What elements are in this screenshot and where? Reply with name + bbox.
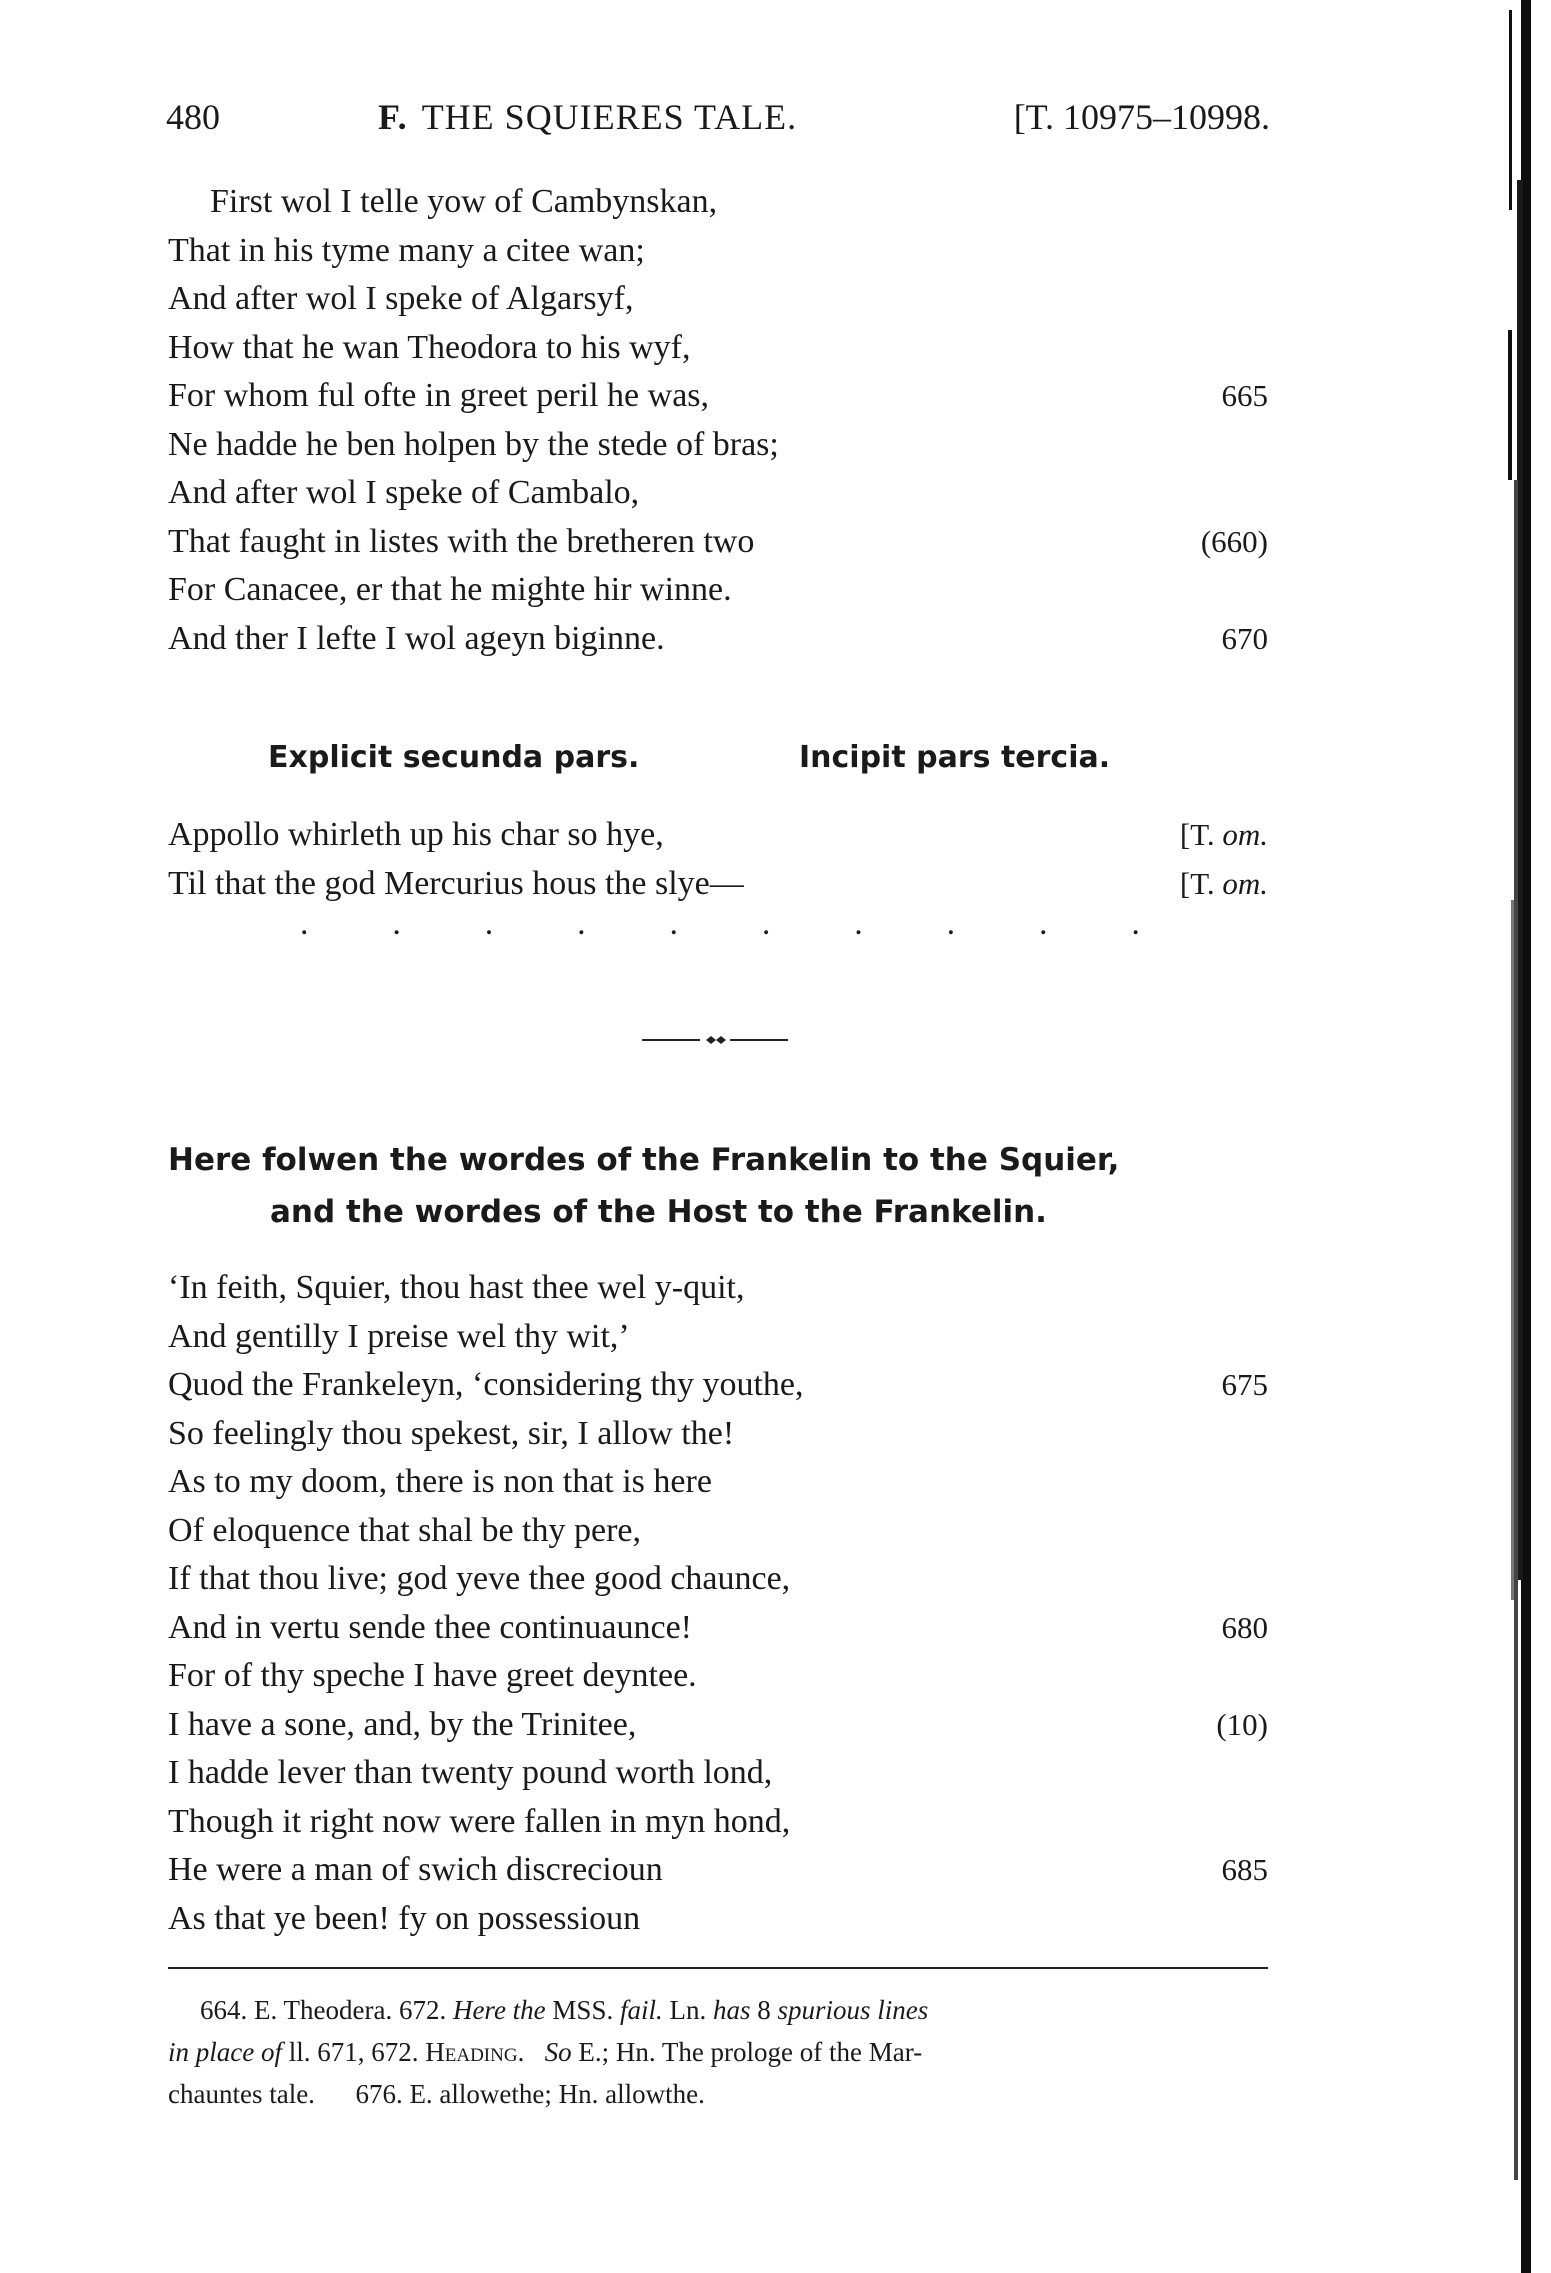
verse-line: As that ye been! fy on possessioun — [168, 1899, 641, 1937]
line-number: 670 — [1221, 620, 1268, 656]
running-header — [166, 96, 1270, 146]
verse-line: And ther I lefte I wol ageyn biginne. 670 — [168, 615, 1268, 664]
footnote-672: 672. Here the MSS. fail. — [398, 1995, 663, 2025]
line-number: (660) — [1200, 523, 1268, 559]
header-title — [378, 96, 797, 138]
verse-block-2 — [168, 811, 1268, 908]
footnote-664: 664. E. Theodera. — [200, 1995, 393, 2025]
verse-line: If that thou live; god yeve thee good chaunce, — [168, 1560, 791, 1597]
footnote-line-3: chauntes tale. 676. E. allowethe; Hn. allowthe. — [168, 2079, 705, 2109]
verse-line: That in his tyme many a citee wan; — [168, 231, 645, 269]
line-number: 675 — [1221, 1367, 1268, 1402]
verse-line: For of thy speche I have greet deyntee. — [168, 1657, 697, 1694]
footnote-676: 676. E. allowethe; Hn. allowthe. — [355, 2079, 705, 2109]
verse-block-1 — [168, 178, 1268, 663]
verse-line: For Canacee, er that he mighte hir winne. — [168, 571, 732, 608]
verse-block-3 — [168, 1264, 1268, 1943]
verse-line: Til that the god Mercurius hous the slye— [T. om. — [168, 860, 1268, 909]
verse-line: And after wol I speke of Cambalo, — [168, 474, 640, 511]
verse-line: Quod the Frankeleyn, ‘considering thy youthe, 675 — [168, 1361, 1268, 1410]
section-heading-line-2: and the wordes of the Host to the Frankelin. — [270, 1194, 1047, 1230]
footnote-heading: Heading. So E.; Hn. The prologe of the Mar- — [425, 2037, 923, 2067]
verse-line: Though it right now were fallen in myn hond, — [168, 1802, 791, 1840]
footnote-line-1 — [200, 1990, 1268, 2030]
page-number: 480 — [166, 97, 220, 137]
verse-line: And in vertu sende thee continuaunce! 680 — [168, 1604, 1268, 1653]
footnote-ln: Ln. has 8 spurious lines — [669, 1995, 929, 2025]
verse-line: First wol I telle yow of Cambynskan, — [210, 183, 718, 220]
verse-line: Of eloquence that shal be thy pere, — [168, 1511, 641, 1549]
incipit-text: Incipit pars tercia. — [799, 740, 1111, 775]
line-number: 665 — [1221, 378, 1268, 413]
verse-line: I have a sone, and, by the Trinitee, (10) — [168, 1701, 1268, 1750]
verse-line: So feelingly thou spekest, sir, I allow the! — [168, 1414, 735, 1452]
footnote-line-2: in place of ll. 671, 672. Heading. So E.; Hn. The prologe of the Mar- — [168, 2037, 923, 2067]
verse-line: And after wol I speke of Algarsyf, — [168, 280, 634, 317]
verse-line: ‘In feith, Squier, thou hast thee wel y-quit, — [168, 1269, 745, 1306]
scanned-binding-edge-icon — [1505, 0, 1535, 2273]
verse-line: How that he wan Theodora to his wyf, — [168, 328, 691, 366]
section-heading-line-1: Here folwen the wordes of the Frankelin to the Squier, — [168, 1142, 1120, 1178]
line-number: (10) — [1216, 1706, 1268, 1742]
footnote-rule — [168, 1967, 1268, 1969]
tale-title: THE SQUIERES TALE. — [421, 97, 798, 137]
explicit-incipit-heading — [268, 740, 1268, 784]
ornament-divider-icon — [640, 1030, 790, 1050]
verse-line: He were a man of swich discrecioun 685 — [168, 1846, 1268, 1895]
verse-line: As to my doom, there is non that is here — [168, 1463, 712, 1500]
verse-line: I hadde lever than twenty pound worth lond, — [168, 1754, 773, 1791]
verse-line: That faught in listes with the bretheren two (660) — [168, 518, 1268, 567]
line-range: [T. 10975–10998. — [1013, 97, 1270, 137]
verse-line: And gentilly I preise wel thy wit,’ — [168, 1317, 630, 1355]
verse-line: For whom ful ofte in greet peril he was, 665 — [168, 372, 1268, 421]
ellipsis-dots: . . . . . . . . . . — [300, 905, 1140, 942]
line-number: 685 — [1221, 1852, 1268, 1887]
verse-line: Appollo whirleth up his char so hye, [T. om. — [168, 811, 1268, 860]
side-note: [T. om. — [1179, 865, 1268, 901]
side-note: [T. om. — [1179, 817, 1268, 852]
verse-line: Ne hadde he ben holpen by the stede of bras; — [168, 425, 779, 463]
explicit-text: Explicit secunda pars. — [268, 740, 640, 775]
section-letter: F. — [378, 97, 408, 137]
line-number: 680 — [1221, 1609, 1268, 1645]
